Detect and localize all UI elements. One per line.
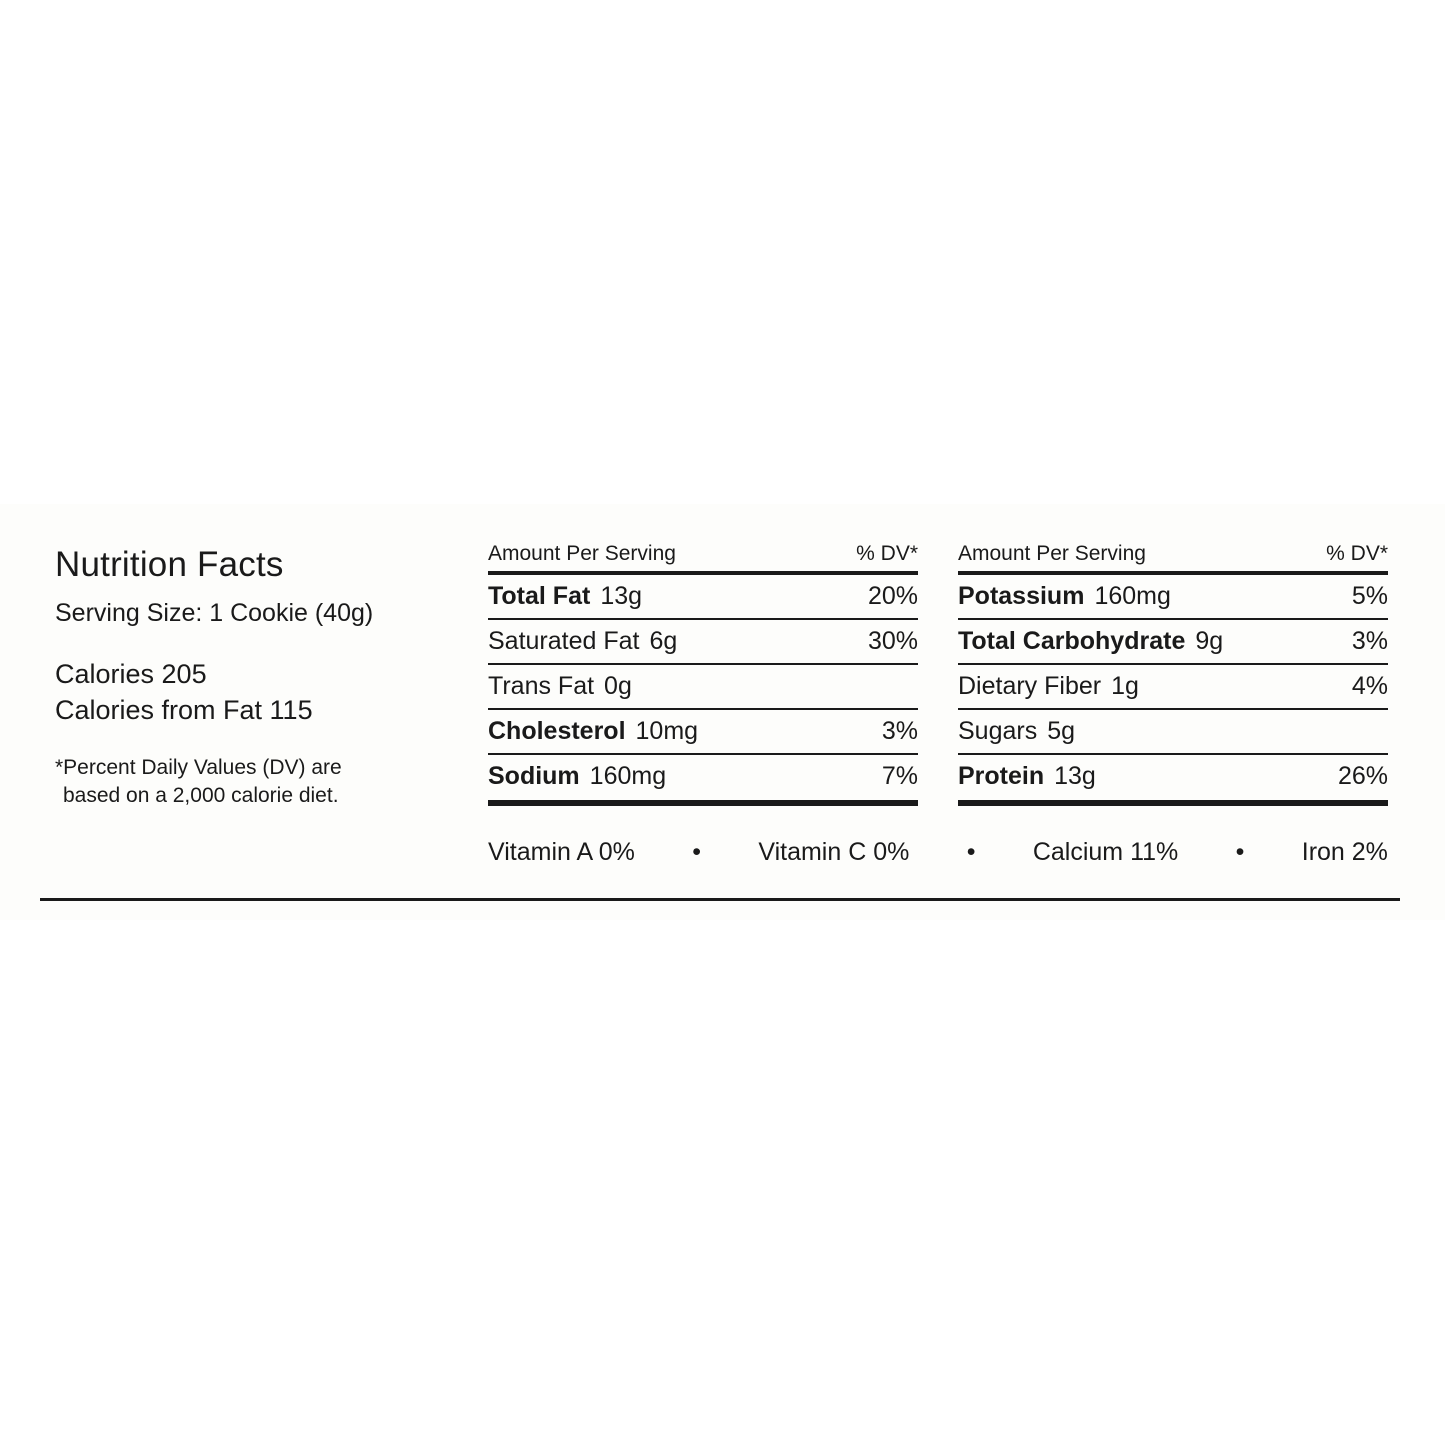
table-row [488,619,918,664]
vitamin-c-value: Vitamin C 0% [758,838,910,866]
table-row [488,709,918,754]
table-row [958,709,1388,754]
nutrient-amount: 13g [600,582,643,610]
nutrient-amount: 9g [1195,627,1224,655]
nutrient-name-cell [958,754,1307,798]
nutrient-dv: 26% [1307,754,1388,798]
nutrient-dv: 7% [820,754,918,798]
page-title: Nutrition Facts [55,545,284,584]
header-percent-dv: % DV* [856,542,918,565]
table-row [488,754,918,798]
table-row [958,754,1388,798]
nutrient-table-left [488,542,918,806]
nutrient-label: Sodium [488,762,580,790]
nutrient-amount: 5g [1047,717,1076,745]
nutrient-label: Protein [958,762,1045,790]
header-amount-per-serving: Amount Per Serving [488,542,676,565]
footnote-line-1: *Percent Daily Values (DV) are [55,756,342,780]
nutrient-label: Sugars [958,717,1038,745]
panel-bottom-rule [40,898,1400,901]
calcium-value: Calcium 11% [1032,838,1179,866]
iron-value: Iron 2% [1301,838,1388,866]
nutrient-dv [1307,709,1388,754]
table-row [488,573,918,619]
calories-from-fat-text: Calories from Fat 115 [55,695,313,726]
nutrient-amount: 160mg [1094,582,1171,610]
nutrient-dv: 5% [1307,573,1388,619]
nutrient-table-right [958,542,1388,806]
table-row [958,619,1388,664]
nutrient-amount: 1g [1111,672,1139,700]
daily-value-footnote [55,754,425,809]
nutrient-label: Total Carbohydrate [958,627,1186,655]
label-columns [0,500,1445,920]
nutrient-name-cell [488,619,820,664]
nutrient-label: Dietary Fiber [958,672,1102,700]
header-percent-dv: % DV* [1326,542,1388,565]
nutrient-amount: 13g [1054,762,1096,790]
calories-block [55,656,425,728]
nutrient-amount: 10mg [635,717,699,745]
nutrient-amount: 160mg [589,762,667,790]
nutrient-dv: 3% [1307,619,1388,664]
nutrient-name-cell [958,709,1307,754]
table-header-row [958,542,1388,573]
nutrient-name-cell [488,754,820,798]
nutrient-dv: 30% [820,619,918,664]
bullet-separator-icon: • [1235,838,1245,866]
nutrient-dv: 4% [1307,664,1388,709]
calories-text: Calories 205 [55,659,207,689]
nutrient-name-cell [958,573,1307,619]
header-amount-per-serving: Amount Per Serving [958,542,1146,565]
nutrient-name-cell [958,664,1307,709]
nutrient-label: Total Fat [488,582,591,610]
nutrient-table-left-grid [488,542,918,798]
table-header-row [488,542,918,573]
vitamin-a-value: Vitamin A 0% [488,838,635,866]
table-bottom-rule [958,800,1388,806]
nutrient-name-cell [488,664,820,709]
nutrient-label: Trans Fat [488,672,595,700]
nutrition-facts-panel [0,500,1445,920]
table-row [958,573,1388,619]
nutrient-table-right-grid [958,542,1388,798]
vitamins-row [488,838,1388,867]
summary-column [55,545,425,809]
nutrient-dv: 20% [820,573,918,619]
nutrient-name-cell [488,573,820,619]
nutrient-amount: 6g [649,627,678,655]
nutrient-dv: 3% [820,709,918,754]
nutrient-dv [820,664,918,709]
table-row [958,664,1388,709]
bullet-separator-icon: • [966,838,976,866]
nutrient-label: Cholesterol [488,717,626,745]
nutrient-name-cell [488,709,820,754]
footnote-line-2: based on a 2,000 calorie diet. [63,783,339,807]
nutrient-name-cell [958,619,1307,664]
serving-size-text: Serving Size: 1 Cookie (40g) [55,599,374,627]
table-bottom-rule [488,800,918,806]
nutrient-amount: 0g [604,672,632,700]
bullet-separator-icon: • [692,838,701,866]
nutrient-label: Potassium [958,582,1085,610]
nutrient-label: Saturated Fat [488,627,640,655]
table-row [488,664,918,709]
